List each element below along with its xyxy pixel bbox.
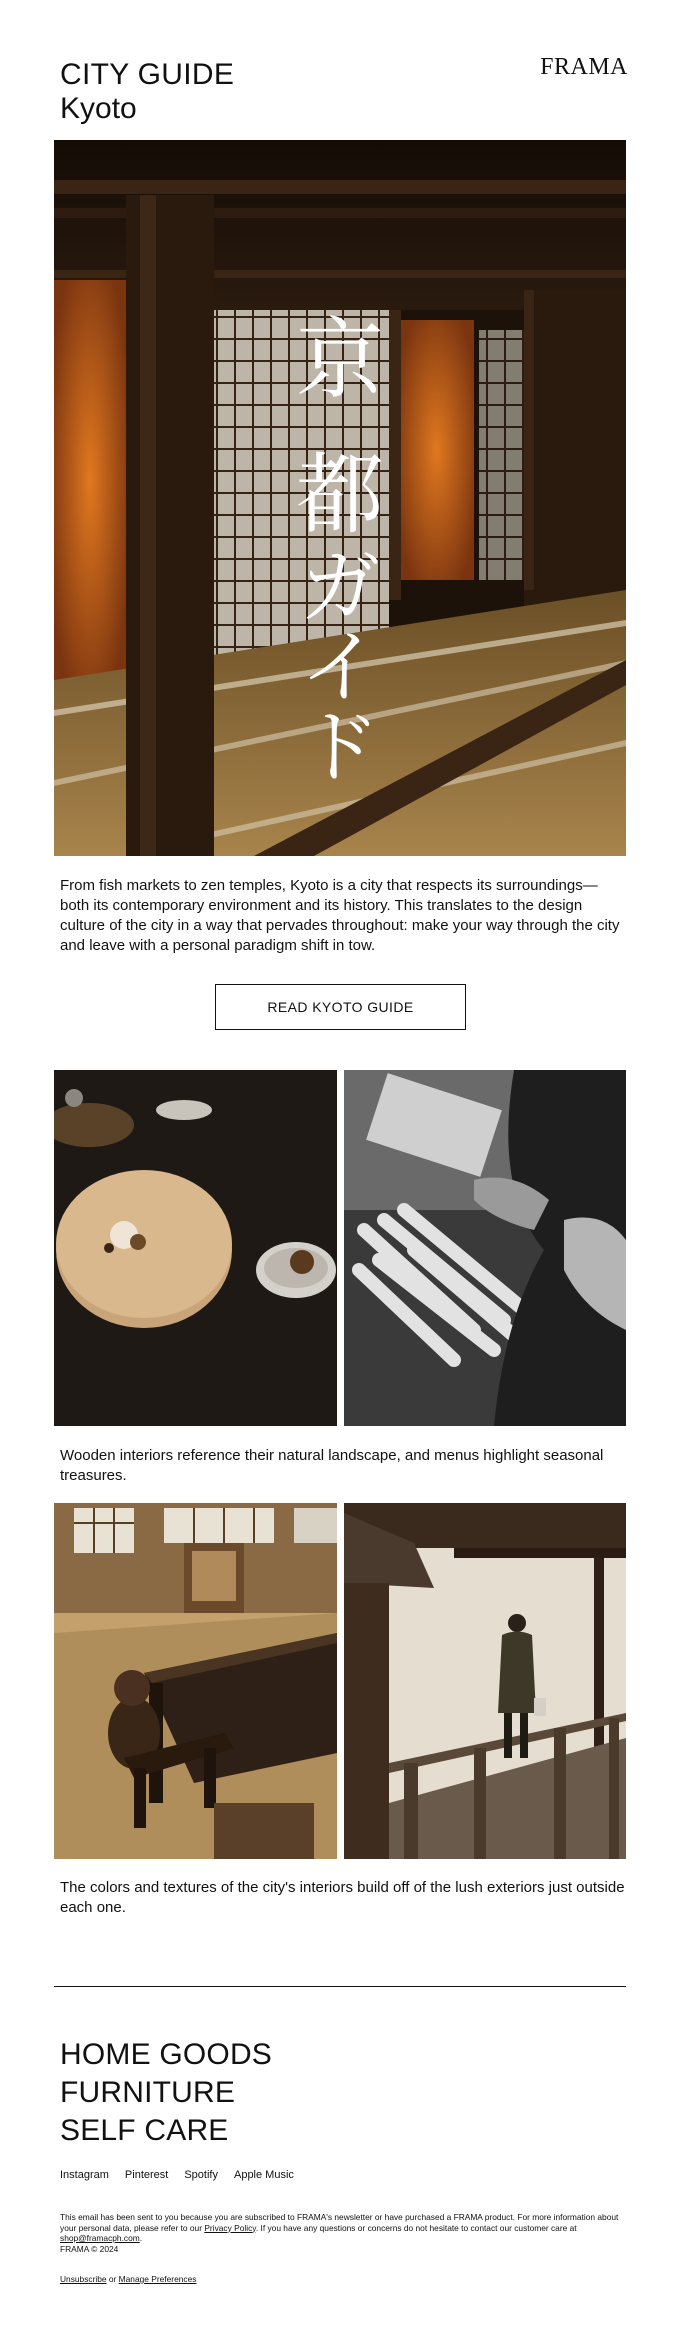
hero-overlay-text-4: イ (300, 621, 380, 714)
photo-man-veranda[interactable] (344, 1503, 626, 1859)
intro-paragraph: From fish markets to zen temples, Kyoto is a city that respects its surroundings—both its contemporary environment and its history. This translates to the design culture of the city in a way that pervades throughout: make your way through the city and leave with a personal paradigm shift in tow. (60, 877, 620, 954)
social-spotify[interactable]: Spotify (184, 2169, 218, 2181)
legal-notice (60, 2212, 625, 2254)
caption-interiors: Wooden interiors reference their natural landscape, and menus highlight seasonal treasures. (60, 1447, 604, 1484)
manage-preferences-link[interactable]: Manage Preferences (118, 2274, 197, 2284)
email-header (0, 0, 680, 140)
unsubscribe-line (60, 2274, 196, 2284)
social-links (60, 2169, 294, 2181)
photo-craftsman-scrolls[interactable] (344, 1070, 626, 1426)
frama-logo[interactable]: FRAMA (540, 54, 628, 80)
caption-textures: The colors and textures of the city's interiors build off of the lush exteriors just outside each one. (60, 1879, 625, 1916)
hero-overlay-text-3: ガ (300, 541, 380, 634)
section-divider (54, 1986, 626, 1987)
legal-text-2: . If you have any questions or concerns do not hesitate to contact our customer care at (255, 2222, 577, 2233)
social-apple-music[interactable]: Apple Music (233, 2169, 294, 2181)
legal-text-3: . (139, 2233, 143, 2243)
guide-title: CITY GUIDE (60, 58, 235, 91)
social-instagram[interactable]: Instagram (60, 2169, 109, 2181)
unsubscribe-link[interactable]: Unsubscribe (60, 2274, 107, 2284)
legal-text-1: This email has been sent to you because you are subscribed to FRAMA's newsletter or have purchased a FRAMA product. For more information about your personal data, please refer to our (60, 2212, 619, 2233)
customer-care-email-link[interactable]: shop@framacph.com (60, 2233, 140, 2243)
copyright: FRAMA © 2024 (60, 2243, 119, 2254)
hero-overlay-text-1: 京 (295, 308, 385, 411)
category-nav (60, 2036, 272, 2150)
category-self-care[interactable]: SELF CARE (60, 2114, 229, 2147)
photo-tea-room[interactable] (54, 1503, 337, 1859)
hero-overlay-text-5: ド (300, 701, 380, 794)
hero-image[interactable] (54, 140, 626, 856)
category-furniture[interactable]: FURNITURE (60, 2076, 236, 2109)
social-pinterest[interactable]: Pinterest (124, 2169, 169, 2181)
photo-dining-table[interactable] (54, 1070, 337, 1426)
hero-overlay-text-2: 都 (295, 443, 385, 546)
temple-interior-photo (54, 140, 626, 856)
read-guide-button[interactable]: READ KYOTO GUIDE (215, 984, 466, 1030)
category-home-goods[interactable]: HOME GOODS (60, 2038, 273, 2071)
privacy-policy-link[interactable]: Privacy Policy (204, 2222, 256, 2233)
unsubscribe-or: or (106, 2274, 119, 2284)
city-name: Kyoto (60, 92, 137, 125)
